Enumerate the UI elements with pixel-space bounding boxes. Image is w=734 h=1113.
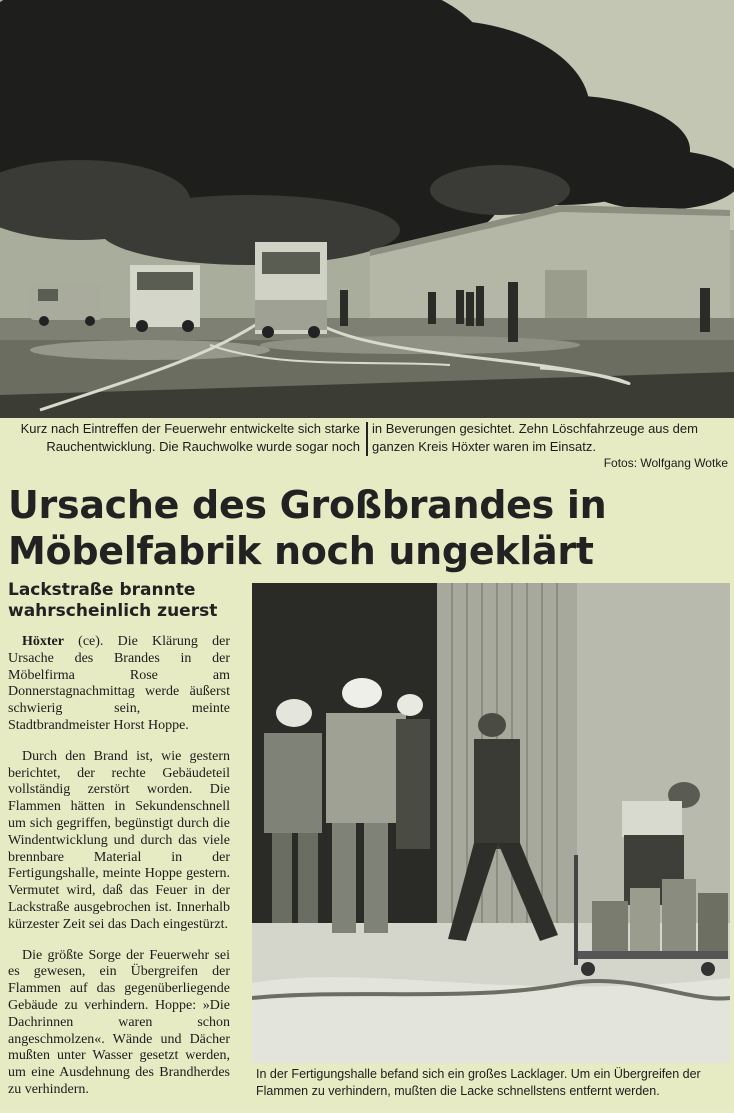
caption-divider bbox=[366, 422, 368, 456]
headline-line-1: Ursache des Großbrandes in bbox=[8, 483, 607, 527]
dateline: Höxter bbox=[22, 634, 64, 649]
fire-photo bbox=[0, 0, 734, 418]
paragraph: Durch den Brand ist, wie gestern berichtet, der rechte Gebäudeteil vollständig zerstört worden. Die Flammen hätten in Sekundenschnell um sich gegriffen, begünstigt durch die Windentwicklung und durch das viele brennbare Material in der Fertigungshalle, meinte Hoppe gestern. Vermutet wird, daß das Feuer in der Lackstraße ausgebrochen ist. Innerhalb kürzester Zeit sei das Dach eingestürzt. bbox=[8, 748, 230, 932]
paragraph bbox=[8, 634, 230, 735]
subheadline: Lackstraße brannte wahrscheinlich zuerst bbox=[8, 580, 218, 621]
headline bbox=[8, 482, 728, 574]
fire-truck bbox=[130, 265, 200, 332]
headline-line-2: Möbelfabrik noch ungeklärt bbox=[8, 529, 594, 573]
photo-caption-left: Kurz nach Eintreffen der Feuerwehr entwickelte sich starke Rauchentwicklung. Die Rauchwolke wurde sogar noch bbox=[20, 421, 360, 454]
fire-truck bbox=[255, 242, 327, 338]
van bbox=[30, 284, 102, 326]
photo-caption-bottom: In der Fertigungshalle befand sich ein großes Lacklager. Um ein Übergreifen der Flammen zu verhindern, mußten die Lacke schnellstens entfernt werden. bbox=[256, 1067, 701, 1098]
photo-credit: Fotos: Wolfgang Wotke bbox=[603, 456, 728, 470]
factory-interior-photo bbox=[252, 583, 730, 1063]
photo-caption-right: in Beverungen gesichtet. Zehn Löschfahrzeuge aus dem ganzen Kreis Höxter waren im Einsatz. bbox=[372, 421, 698, 454]
paragraph: Die größte Sorge der Feuerwehr sei es gewesen, ein Übergreifen der Flammen auf das gegenüberliegende Gebäude zu verhindern. Hoppe: »Die Dachrinnen waren schon angeschmolzen«. Wände und Dächer mußten unter Wasser gesetzt werden, um eine Ausdehnung des Brandherdes zu verhindern. bbox=[8, 947, 230, 1097]
article-body bbox=[8, 634, 230, 1113]
paragraph-text: (ce). Die Klärung der Ursache des Brandes in der Möbelfirma Rose am Donnerstagnachmittag werde äußerst schwierig sein, meinte Stadtbrandmeister Horst Hoppe. bbox=[8, 634, 230, 733]
